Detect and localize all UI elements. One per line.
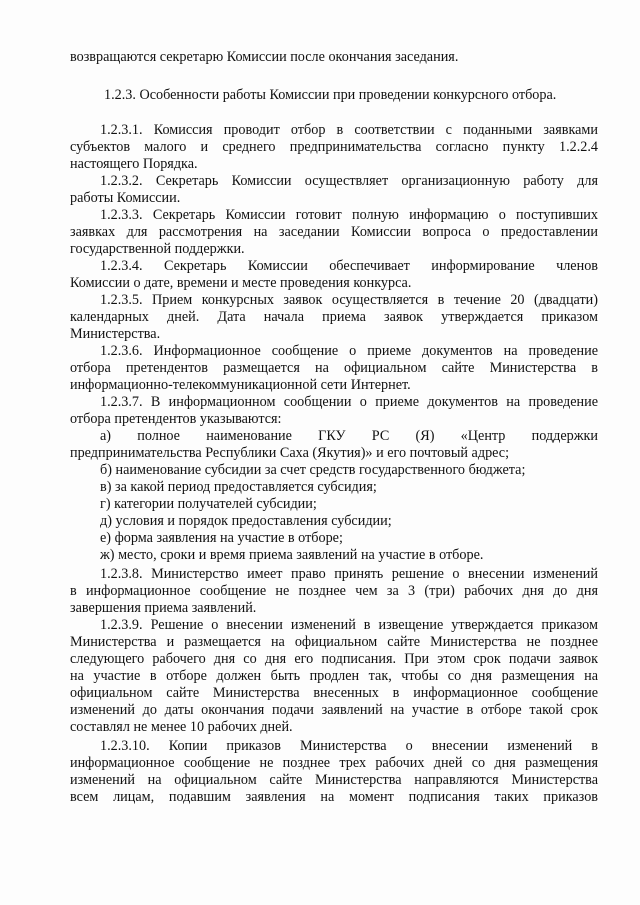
text-line: работы Комиссии. [70,190,181,206]
text-line: отбора претендентов указываются: [70,411,282,427]
text-line: следующего рабочего дня со дня его подписания. При этом срок подачи заявок [70,651,598,667]
text-line: д) условия и порядок предоставления субсидии; [100,513,392,529]
text-line: изменений на официальном сайте Министерства направляются Министерства [70,772,598,788]
text-line: а) полное наименование ГКУ РС (Я) «Центр поддержки [100,428,598,444]
text-line: ж) место, сроки и время приема заявлений на участие в отборе. [100,547,484,563]
text-line: в информационное сообщение не позднее чем за 3 (три) рабочих дня до дня [70,583,598,599]
text-line: настоящего Порядка. [70,156,198,172]
text-line: 1.2.3. Особенности работы Комиссии при проведении конкурсного отбора. [104,87,557,103]
text-line: 1.2.3.1. Комиссия проводит отбор в соответствии с поданными заявками [100,122,598,138]
text-line: государственной поддержки. [70,241,245,257]
text-line: 1.2.3.5. Прием конкурсных заявок осуществляется в течение 20 (двадцати) [100,292,598,308]
text-line: предпринимательства Республики Саха (Якутия)» и его почтовый адрес; [70,445,510,461]
text-line: 1.2.3.9. Решение о внесении изменений в извещение утверждается приказом [100,617,598,633]
text-line: 1.2.3.8. Министерство имеет право принять решение о внесении изменений [100,566,598,582]
text-line: возвращаются секретарю Комиссии после окончания заседания. [70,49,459,65]
text-line: на участие в отборе должен быть продлен так, чтобы со дня размещения на [70,668,598,684]
text-line: информационное сообщение не позднее трех рабочих дней со дня размещения [70,755,598,771]
text-line: Министерства. [70,326,161,342]
text-line: Комиссии о дате, времени и месте проведения конкурса. [70,275,412,291]
text-line: 1.2.3.6. Информационное сообщение о приеме документов на проведение [100,343,598,359]
text-line: 1.2.3.3. Секретарь Комиссии готовит полную информацию о поступивших [100,207,598,223]
text-line: всем лицам, подавшим заявления на момент подписания таких приказов [70,789,598,805]
text-line: завершения приема заявлений. [70,600,257,616]
text-line: г) категории получателей субсидии; [100,496,317,512]
text-line: информационно-телекоммуникационной сети Интернет. [70,377,411,393]
text-line: в) за какой период предоставляется субсидия; [100,479,377,495]
text-line: составлял не менее 10 рабочих дней. [70,719,293,735]
text-line: календарных дней. Дата начала приема заявок утверждается приказом [70,309,598,325]
text-line: субъектов малого и среднего предпринимательства согласно пункту 1.2.2.4 [70,139,598,155]
text-line: изменений до даты окончания подачи заявлений на участие в отборе такой срок [70,702,598,718]
text-line: 1.2.3.4. Секретарь Комиссии обеспечивает информирование членов [100,258,598,274]
text-line: отбора претендентов размещается на официальном сайте Министерства в [70,360,598,376]
text-line: е) форма заявления на участие в отборе; [100,530,343,546]
text-line: 1.2.3.2. Секретарь Комиссии осуществляет организационную работу для [100,173,598,189]
text-line: 1.2.3.10. Копии приказов Министерства о внесении изменений в [100,738,598,754]
text-line: б) наименование субсидии за счет средств государственного бюджета; [100,462,526,478]
text-line: заявках для рассмотрения на заседании Комиссии вопроса о предоставлении [70,224,598,240]
text-line: Министерства и размещается на официальном сайте Министерства не позднее [70,634,598,650]
text-line: официальном сайте Министерства внесенных в информационное сообщение [70,685,598,701]
text-line: 1.2.3.7. В информационном сообщении о приеме документов на проведение [100,394,598,410]
